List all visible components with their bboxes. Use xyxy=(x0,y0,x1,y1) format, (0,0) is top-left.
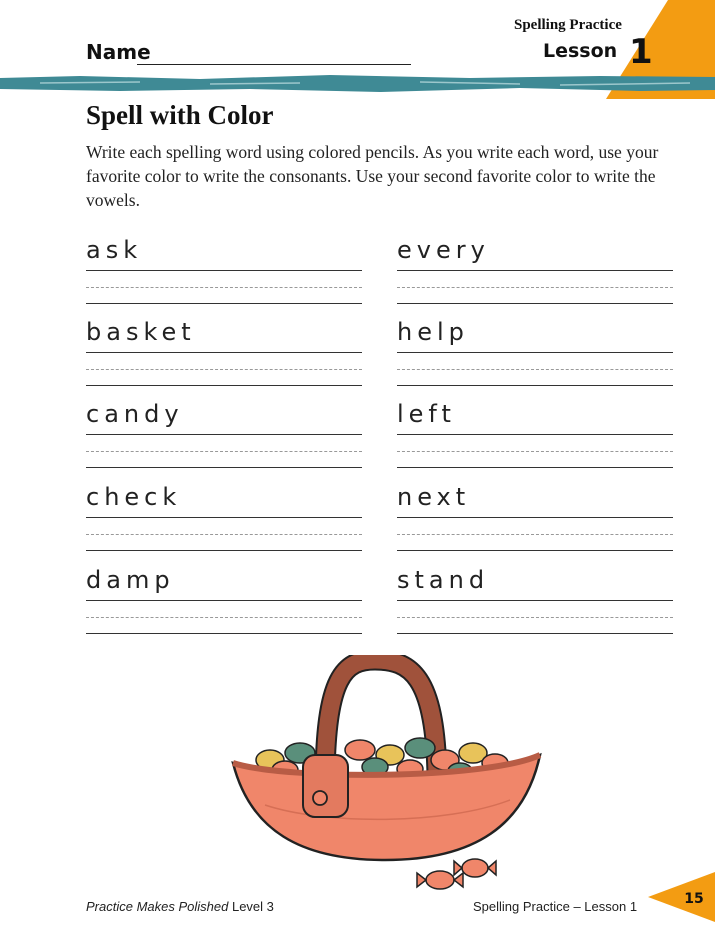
base-line xyxy=(397,600,673,601)
base-line xyxy=(397,352,673,353)
writing-midline xyxy=(397,617,673,618)
word-row xyxy=(397,400,673,482)
name-label: Name xyxy=(86,40,151,64)
spelling-word: every xyxy=(397,236,490,264)
word-row xyxy=(86,400,362,482)
writing-midline xyxy=(397,287,673,288)
spelling-word: stand xyxy=(397,566,490,594)
word-row xyxy=(397,483,673,565)
footer-book-info xyxy=(86,899,274,914)
writing-line[interactable] xyxy=(86,385,362,386)
page-number: 15 xyxy=(684,891,704,907)
header-lesson-label: Lesson xyxy=(543,40,618,62)
base-line xyxy=(86,352,362,353)
writing-midline xyxy=(397,369,673,370)
word-row xyxy=(397,236,673,318)
instructions-text: Write each spelling word using colored pencils. As you write each word, use your favorite color to write the consonants. Use your second favorite color to write the vowels. xyxy=(86,142,659,210)
base-line xyxy=(397,517,673,518)
word-row xyxy=(397,318,673,400)
writing-midline xyxy=(86,287,362,288)
word-row xyxy=(86,483,362,565)
word-row xyxy=(397,566,673,648)
lesson-number: 1 xyxy=(629,32,653,72)
writing-midline xyxy=(86,369,362,370)
footer-section: Spelling Practice – Lesson 1 xyxy=(473,899,638,914)
page-title: Spell with Color xyxy=(86,100,274,130)
header-stripe xyxy=(0,72,715,96)
spelling-word: damp xyxy=(86,566,175,594)
writing-line[interactable] xyxy=(397,633,673,634)
spelling-word: ask xyxy=(86,236,143,264)
base-line xyxy=(86,270,362,271)
base-line xyxy=(397,270,673,271)
spelling-word: help xyxy=(397,318,469,346)
writing-line[interactable] xyxy=(86,550,362,551)
footer-book-title: Practice Makes Polished xyxy=(86,899,229,914)
writing-line[interactable] xyxy=(397,467,673,468)
writing-line[interactable] xyxy=(86,633,362,634)
writing-line[interactable] xyxy=(86,467,362,468)
word-row xyxy=(86,566,362,648)
writing-midline xyxy=(86,534,362,535)
candy-basket-illustration xyxy=(225,655,555,895)
writing-line[interactable] xyxy=(397,303,673,304)
word-row xyxy=(86,236,362,318)
header-section-label: Spelling Practice xyxy=(514,17,622,33)
writing-midline xyxy=(397,534,673,535)
writing-midline xyxy=(397,451,673,452)
writing-midline xyxy=(86,617,362,618)
writing-midline xyxy=(86,451,362,452)
base-line xyxy=(86,600,362,601)
spelling-word: candy xyxy=(86,400,184,428)
name-field-line[interactable] xyxy=(137,64,411,65)
spelling-word: basket xyxy=(86,318,196,346)
base-line xyxy=(86,434,362,435)
writing-line[interactable] xyxy=(86,303,362,304)
writing-line[interactable] xyxy=(397,550,673,551)
base-line xyxy=(397,434,673,435)
word-row xyxy=(86,318,362,400)
spelling-word: check xyxy=(86,483,182,511)
writing-line[interactable] xyxy=(397,385,673,386)
spelling-word: left xyxy=(397,400,456,428)
spelling-word: next xyxy=(397,483,471,511)
footer-book-level: Level 3 xyxy=(231,899,274,914)
base-line xyxy=(86,517,362,518)
